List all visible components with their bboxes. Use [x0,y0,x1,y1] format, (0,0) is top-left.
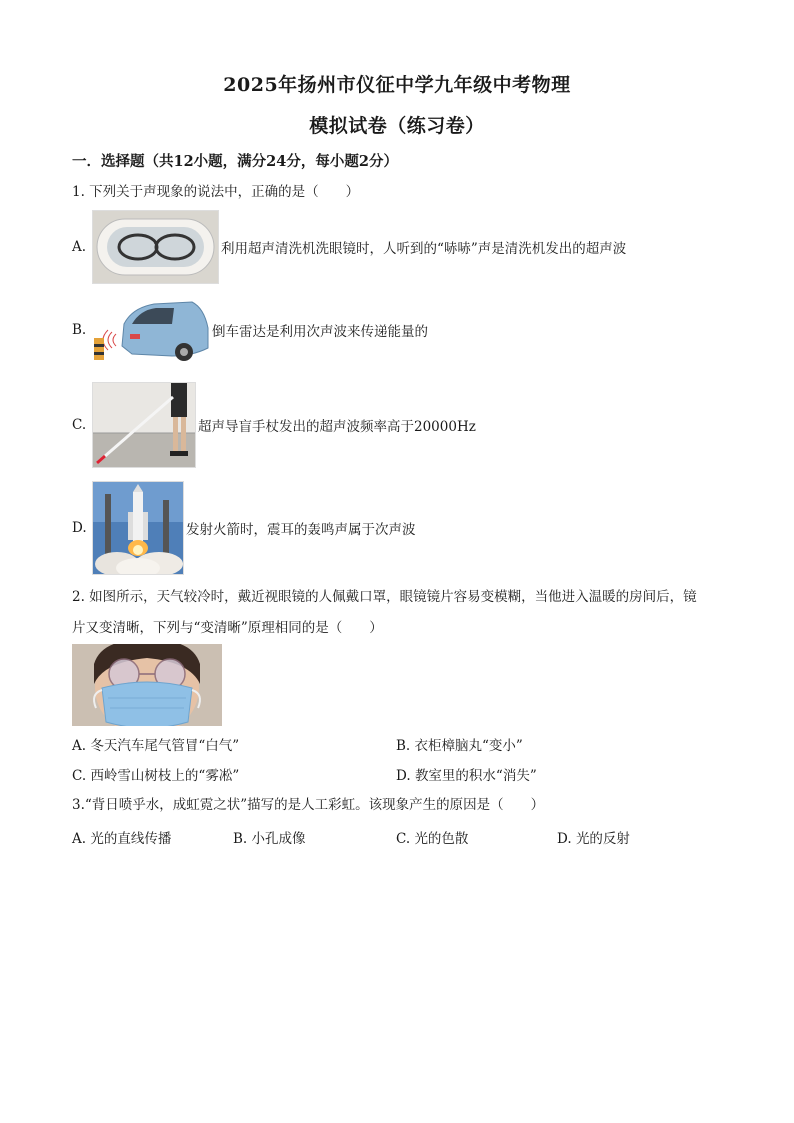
question-2-option-b[interactable] [396,734,523,754]
masked-person-image [72,644,222,726]
question-1-option-c[interactable] [72,382,476,468]
option-letter: B. [233,831,248,847]
exam-subtitle: 模拟试卷（练习卷） [309,115,485,137]
question-1-stem: 1. 下列关于声现象的说法中，正确的是（ ） [72,184,360,200]
option-text: 教室里的积水“消失” [414,768,537,784]
section-heading: 一．选择题（共12小题，满分24分，每小题2分） [72,153,398,170]
question-2-option-d[interactable] [396,764,537,784]
question-1-option-a[interactable] [72,210,626,284]
rocket-launch-image [92,481,184,575]
question-2-option-c[interactable] [72,764,239,784]
option-text: 超声导盲手杖发出的超声波频率高于20000Hz [198,419,476,435]
question-3-option-c[interactable] [396,827,468,847]
option-letter: A. [72,239,87,255]
option-letter: C. [72,417,87,433]
option-letter: B. [396,738,411,754]
question-1-option-d[interactable] [72,481,416,575]
option-text: 光的反射 [575,831,630,847]
option-text: 倒车雷达是利用次声波来传递能量的 [212,324,428,340]
question-3-option-d[interactable] [557,827,630,847]
question-3-stem: 3.“背日喷乎水，成虹霓之状”描写的是人工彩虹。该现象产生的原因是（ ） [72,797,545,813]
option-letter: C. [72,768,87,784]
option-text: 发射火箭时，震耳的轰鸣声属于次声波 [186,522,416,538]
option-letter: A. [72,831,87,847]
option-text: 利用超声清洗机洗眼镜时，人听到的“哧哧”声是清洗机发出的超声波 [221,241,627,257]
blind-cane-image [92,382,196,468]
option-letter: A. [72,738,87,754]
question-3-option-a[interactable] [72,827,171,847]
option-letter: D. [72,520,87,536]
option-letter: B. [72,322,87,338]
option-text: 衣柜樟脑丸“变小” [414,738,523,754]
question-2-stem-line2: 片又变清晰，下列与“变清晰”原理相同的是（ ） [72,620,383,636]
option-letter: D. [396,768,411,784]
question-2-option-a[interactable] [72,734,239,754]
option-text: 光的直线传播 [90,831,172,847]
option-text: 冬天汽车尾气管冒“白气” [90,738,240,754]
exam-title: 2025年扬州市仪征中学九年级中考物理 [223,74,571,96]
option-text: 西岭雪山树枝上的“雾凇” [90,768,240,784]
option-text: 光的色散 [414,831,469,847]
question-1-option-b[interactable] [72,294,428,366]
reversing-car-image [92,294,210,366]
option-text: 小孔成像 [251,831,306,847]
option-letter: D. [557,831,572,847]
question-3-option-b[interactable] [233,827,306,847]
option-letter: C. [396,831,411,847]
ultrasonic-cleaner-image [92,210,219,284]
question-2-stem-line1: 2. 如图所示，天气较冷时，戴近视眼镜的人佩戴口罩，眼镜镜片容易变模糊，当他进入温暖的房间后，镜 [72,589,697,605]
